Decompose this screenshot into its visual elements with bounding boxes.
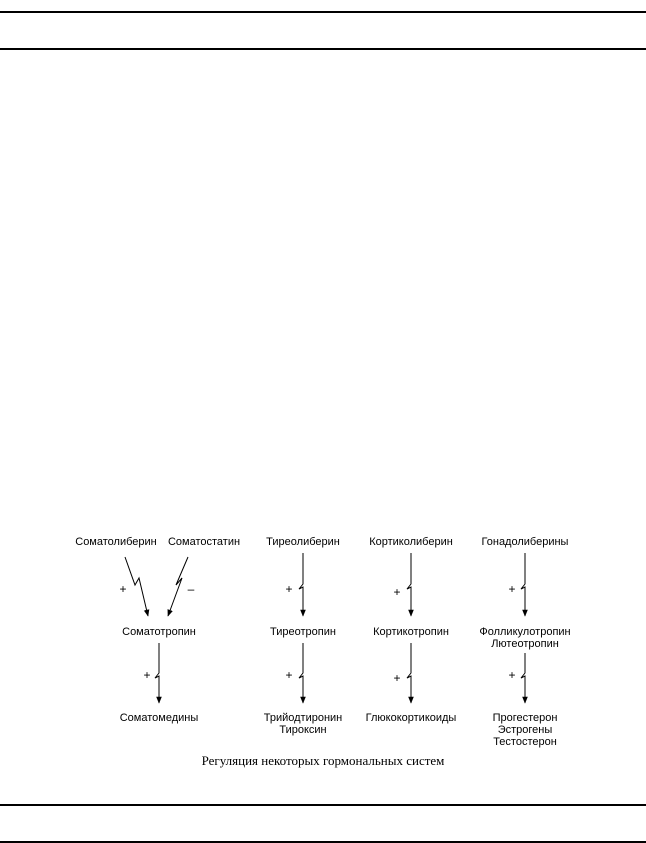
plus-sign: + bbox=[393, 671, 401, 685]
label-follitropin: Фолликулотропин bbox=[479, 626, 571, 638]
arrow-thyroliberin-to-thyrotropin bbox=[299, 553, 303, 616]
label-corticotropin: Кортикотропин bbox=[373, 626, 449, 638]
plus-sign: + bbox=[143, 668, 151, 682]
label-progesterone: Прогестерон bbox=[492, 712, 558, 724]
plus-sign: + bbox=[393, 585, 401, 599]
arrow-corticoliberin-to-corticotropin bbox=[407, 553, 411, 616]
label-somatotropin: Соматотропин bbox=[122, 626, 196, 638]
plus-sign: + bbox=[508, 582, 516, 596]
arrow-somatostatin-to-somatotropin bbox=[168, 557, 188, 616]
label-glucocorticoids: Глюкокортикоиды bbox=[365, 712, 457, 724]
arrow-gonadoliberins-to-gonadotropins bbox=[521, 553, 525, 616]
label-thyroxine: Тироксин bbox=[279, 724, 327, 736]
label-corticoliberin: Кортиколиберин bbox=[369, 536, 453, 548]
arrow-thyrotropin-to-thyroid-hormones bbox=[299, 643, 303, 703]
label-thyrotropin: Тиреотропин bbox=[270, 626, 336, 638]
label-somatostatin: Соматостатин bbox=[167, 536, 241, 548]
label-lutropin: Лютеотропин bbox=[491, 638, 559, 650]
arrow-gonadotropins-to-sex-steroids bbox=[521, 653, 525, 703]
plus-sign: + bbox=[285, 582, 293, 596]
plus-sign: + bbox=[285, 668, 293, 682]
label-triiodothyronine: Трийодтиронин bbox=[263, 712, 343, 724]
label-estrogens: Эстрогены bbox=[497, 724, 553, 736]
arrow-somatoliberin-to-somatotropin bbox=[125, 557, 148, 616]
plus-sign: + bbox=[508, 668, 516, 682]
plus-sign: + bbox=[119, 582, 127, 596]
label-somatoliberin: Соматолиберин bbox=[75, 536, 157, 548]
figure-caption: Регуляция некоторых гормональных систем bbox=[201, 753, 445, 768]
label-gonadoliberins: Гонадолиберины bbox=[481, 536, 569, 548]
arrow-somatotropin-to-somatomedins bbox=[155, 643, 159, 703]
label-testosterone: Тестостерон bbox=[493, 736, 557, 748]
label-thyroliberin: Тиреолиберин bbox=[266, 536, 340, 548]
arrow-corticotropin-to-glucocorticoids bbox=[407, 643, 411, 703]
minus-sign: – bbox=[187, 582, 195, 596]
label-somatomedins: Соматомедины bbox=[119, 712, 199, 724]
